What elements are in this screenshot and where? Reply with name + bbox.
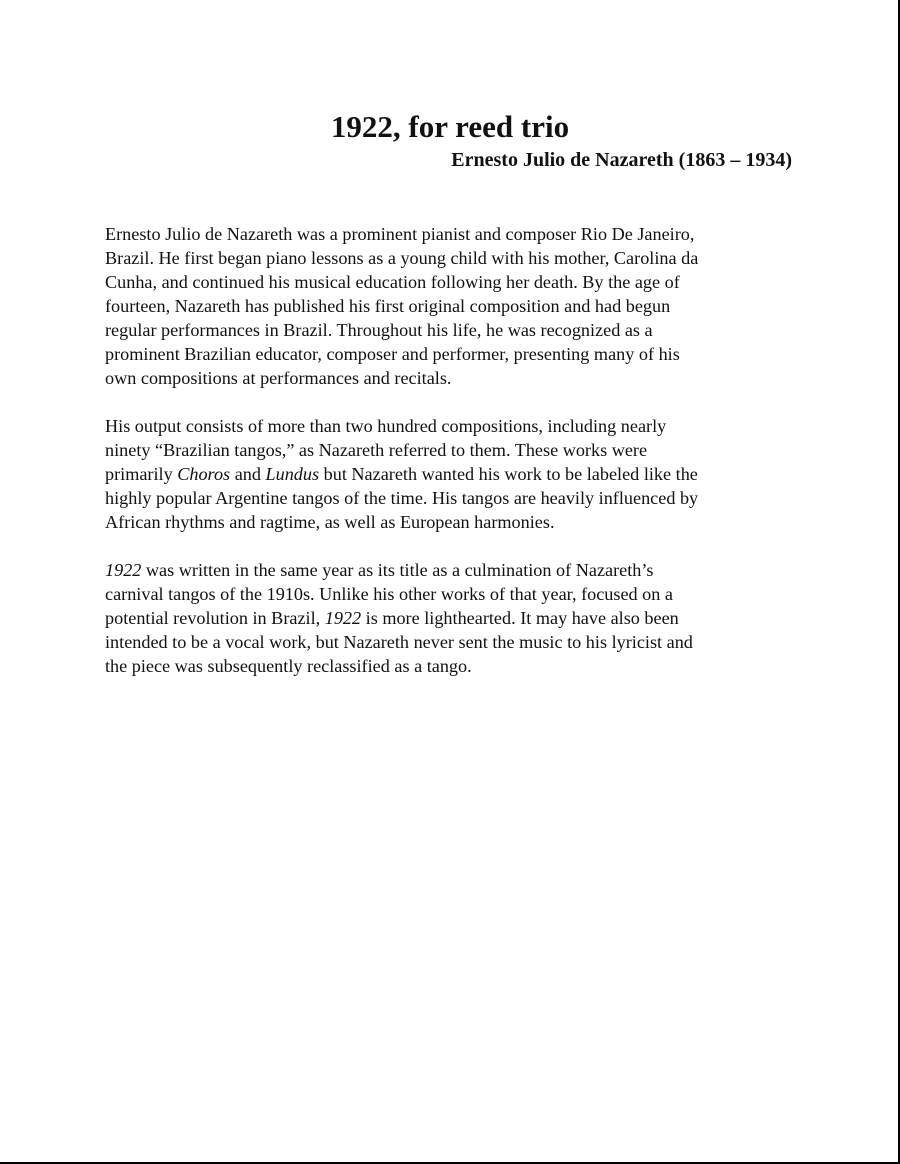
text-run: but Nazareth wanted his work to be labeled like the xyxy=(319,464,698,484)
text-line: His output consists of more than two hundred compositions, including nearly xyxy=(105,416,667,436)
text-line: own compositions at performances and recitals. xyxy=(105,368,452,388)
text-line: Brazil. He first began piano lessons as a young child with his mother, Carolina da xyxy=(105,248,699,268)
text-line xyxy=(105,558,795,582)
italic-term-choros: Choros xyxy=(177,464,231,484)
text-line: the piece was subsequently reclassified as a tango. xyxy=(105,656,472,676)
italic-term-lundus: Lundus xyxy=(265,464,320,484)
text-line: intended to be a vocal work, but Nazareth never sent the music to his lyricist and xyxy=(105,632,693,652)
text-line: fourteen, Nazareth has published his first original composition and had begun xyxy=(105,296,671,316)
paragraph-output xyxy=(105,414,795,534)
text-line: Ernesto Julio de Nazareth was a prominent pianist and composer Rio De Janeiro, xyxy=(105,224,695,244)
italic-title-1922: 1922 xyxy=(324,608,362,628)
text-line: highly popular Argentine tangos of the time. His tangos are heavily influenced by xyxy=(105,488,699,508)
text-line: regular performances in Brazil. Throughout his life, he was recognized as a xyxy=(105,320,653,340)
page-title: 1922, for reed trio xyxy=(330,109,570,144)
text-line xyxy=(105,462,795,486)
text-line: African rhythms and ragtime, as well as European harmonies. xyxy=(105,512,555,532)
text-run: is more lighthearted. It may have also been xyxy=(361,608,679,628)
text-line: carnival tangos of the 1910s. Unlike his other works of that year, focused on a xyxy=(105,584,673,604)
paragraph-1922 xyxy=(105,558,795,678)
text-line: ninety “Brazilian tangos,” as Nazareth referred to them. These works were xyxy=(105,440,648,460)
text-run: and xyxy=(230,464,266,484)
italic-title-1922: 1922 xyxy=(105,560,142,580)
composer-subtitle: Ernesto Julio de Nazareth (1863 – 1934) xyxy=(451,149,792,171)
text-run: primarily xyxy=(105,464,178,484)
paragraph-biography xyxy=(105,222,795,390)
text-run: was written in the same year as its title as a culmination of Nazareth’s xyxy=(141,560,654,580)
text-line xyxy=(105,606,795,630)
text-line: prominent Brazilian educator, composer and performer, presenting many of his xyxy=(105,344,680,364)
text-run: potential revolution in Brazil, xyxy=(105,608,325,628)
program-notes xyxy=(105,222,795,702)
text-line: Cunha, and continued his musical education following her death. By the age of xyxy=(105,272,680,292)
